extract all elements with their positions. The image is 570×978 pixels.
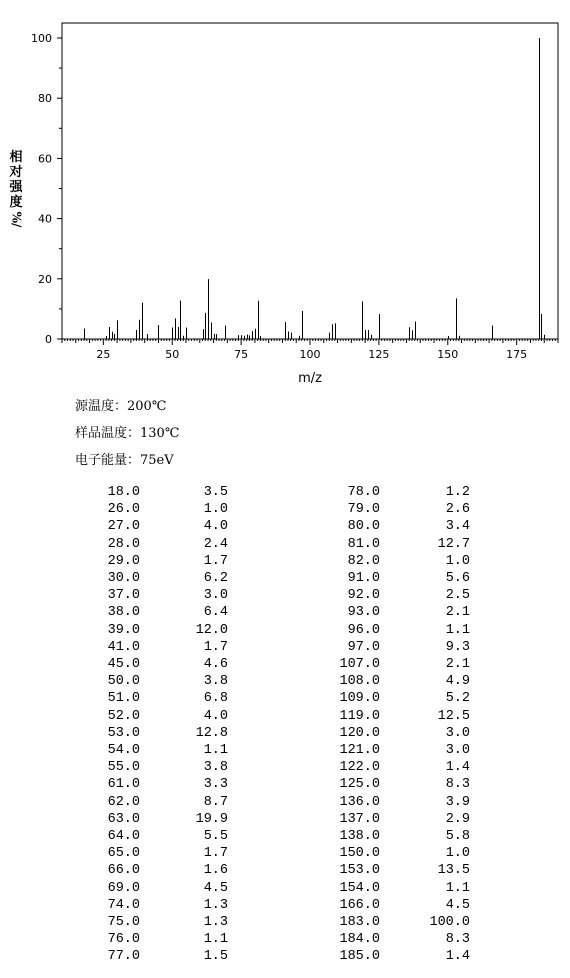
table-row (0, 709, 570, 726)
intensity-cell: 1.0 (203, 502, 228, 518)
mz-cell: 51.0 (107, 691, 140, 707)
condition-key: 样品温度： (75, 426, 141, 441)
mz-cell: 119.0 (339, 708, 380, 724)
intensity-cell: 3.8 (203, 760, 228, 776)
intensity-cell: 1.6 (203, 863, 228, 879)
intensity-cell: 1.7 (203, 846, 228, 862)
mz-cell: 26.0 (107, 502, 140, 518)
table-row (0, 863, 570, 880)
intensity-cell: 3.9 (445, 794, 470, 810)
table-row (0, 657, 570, 674)
condition-source-temp (75, 395, 166, 414)
condition-electron-energy (75, 449, 174, 468)
intensity-cell: 1.1 (445, 880, 470, 896)
intensity-cell: 1.7 (203, 639, 228, 655)
table-row (0, 674, 570, 691)
mz-cell: 166.0 (339, 897, 380, 913)
mz-cell: 77.0 (107, 949, 140, 965)
mz-cell: 39.0 (107, 622, 140, 638)
mz-cell: 97.0 (347, 639, 380, 655)
mz-cell: 66.0 (107, 863, 140, 879)
intensity-cell: 3.3 (203, 777, 228, 793)
intensity-cell: 1.0 (445, 846, 470, 862)
table-row (0, 846, 570, 863)
condition-sample-temp (75, 422, 179, 441)
mz-cell: 78.0 (347, 485, 380, 500)
mz-cell: 136.0 (339, 794, 380, 810)
intensity-cell: 4.0 (203, 708, 228, 724)
table-row (0, 691, 570, 708)
table-row (0, 777, 570, 794)
table-row (0, 537, 570, 554)
mz-cell: 50.0 (107, 674, 140, 690)
mz-cell: 27.0 (107, 519, 140, 535)
table-row (0, 571, 570, 588)
intensity-cell: 3.0 (445, 725, 470, 741)
table-row (0, 640, 570, 657)
mz-cell: 65.0 (107, 846, 140, 862)
intensity-cell: 19.9 (195, 811, 228, 827)
table-row (0, 881, 570, 898)
x-tick-label: 100 (299, 348, 321, 361)
intensity-cell: 4.9 (445, 674, 470, 690)
intensity-cell: 6.2 (203, 571, 228, 586)
mz-cell: 138.0 (339, 829, 380, 844)
mz-cell: 154.0 (339, 880, 380, 896)
mz-cell: 55.0 (107, 760, 140, 776)
table-row (0, 829, 570, 846)
x-tick-label: 125 (368, 348, 390, 361)
intensity-cell: 1.3 (203, 897, 228, 913)
condition-value: 75eV (140, 453, 174, 468)
intensity-cell: 12.7 (437, 536, 470, 552)
mz-cell: 18.0 (107, 485, 140, 500)
mz-cell: 63.0 (107, 811, 140, 827)
y-axis-unit-symbol: % (9, 211, 24, 224)
mz-cell: 52.0 (107, 708, 140, 724)
intensity-cell: 4.0 (203, 519, 228, 535)
intensity-cell: 8.7 (203, 794, 228, 810)
table-row (0, 726, 570, 743)
mz-cell: 81.0 (347, 536, 380, 552)
y-tick-label: 60 (38, 152, 52, 166)
condition-key: 源温度： (75, 399, 128, 414)
mz-cell: 76.0 (107, 932, 140, 948)
mz-cell: 107.0 (339, 657, 380, 672)
intensity-cell: 5.2 (445, 691, 470, 707)
mz-cell: 38.0 (107, 605, 140, 621)
y-tick-label: 100 (31, 32, 52, 45)
mz-cell: 79.0 (347, 502, 380, 518)
intensity-cell: 3.8 (203, 674, 228, 690)
intensity-cell: 13.5 (437, 863, 470, 879)
table-row (0, 502, 570, 519)
x-tick-label: 25 (96, 348, 111, 361)
intensity-cell: 2.4 (203, 536, 228, 552)
mz-cell: 150.0 (339, 846, 380, 862)
mz-cell: 96.0 (347, 622, 380, 638)
condition-value: 200℃ (127, 399, 167, 414)
table-row (0, 623, 570, 640)
intensity-cell: 12.5 (437, 708, 470, 724)
mz-cell: 109.0 (339, 691, 380, 707)
mz-cell: 121.0 (339, 743, 380, 758)
intensity-cell: 3.4 (445, 519, 470, 535)
table-row (0, 605, 570, 622)
table-row (0, 949, 570, 966)
intensity-cell: 4.6 (203, 657, 228, 672)
intensity-cell: 1.1 (203, 743, 228, 758)
x-tick-label: 150 (437, 348, 459, 361)
x-axis-label: m/z (298, 371, 322, 386)
mz-cell: 108.0 (339, 674, 380, 690)
mz-cell: 137.0 (339, 811, 380, 827)
mz-cell: 30.0 (107, 571, 140, 586)
mz-cell: 82.0 (347, 553, 380, 569)
chart-peaks (85, 38, 545, 339)
table-row (0, 743, 570, 760)
intensity-cell: 1.4 (445, 760, 470, 776)
intensity-cell: 6.8 (203, 691, 228, 707)
mz-cell: 122.0 (339, 760, 380, 776)
mz-cell: 92.0 (347, 588, 380, 604)
intensity-cell: 4.5 (445, 897, 470, 913)
table-row (0, 760, 570, 777)
table-row (0, 795, 570, 812)
mz-cell: 29.0 (107, 553, 140, 569)
intensity-cell: 1.7 (203, 553, 228, 569)
mz-cell: 69.0 (107, 880, 140, 896)
intensity-cell: 5.6 (445, 571, 470, 586)
intensity-cell: 2.6 (445, 502, 470, 518)
mz-cell: 62.0 (107, 794, 140, 810)
table-row (0, 812, 570, 829)
table-row (0, 519, 570, 536)
mz-cell: 120.0 (339, 725, 380, 741)
table-row (0, 485, 570, 502)
y-axis-label-text: 相对强度 (9, 150, 23, 210)
intensity-cell: 5.5 (203, 829, 228, 844)
intensity-cell: 12.0 (195, 622, 228, 638)
intensity-cell: 1.0 (445, 553, 470, 569)
condition-key: 电子能量： (75, 453, 141, 468)
intensity-cell: 3.0 (445, 743, 470, 758)
mz-cell: 184.0 (339, 932, 380, 948)
mz-cell: 37.0 (107, 588, 140, 604)
table-row (0, 915, 570, 932)
intensity-cell: 2.5 (445, 588, 470, 604)
mz-cell: 93.0 (347, 605, 380, 621)
mz-cell: 183.0 (339, 915, 380, 930)
mz-cell: 64.0 (107, 829, 140, 844)
chart-axes (31, 23, 558, 361)
x-tick-label: 75 (234, 348, 249, 361)
intensity-cell: 9.3 (445, 639, 470, 655)
condition-value: 130℃ (140, 426, 180, 441)
mz-cell: 45.0 (107, 657, 140, 672)
mz-cell: 41.0 (107, 639, 140, 655)
intensity-cell: 2.1 (445, 657, 470, 672)
mz-cell: 61.0 (107, 777, 140, 793)
intensity-cell: 1.1 (445, 622, 470, 638)
intensity-cell: 3.0 (203, 588, 228, 604)
mass-spectrum-chart (0, 0, 570, 390)
mz-cell: 54.0 (107, 743, 140, 758)
mz-cell: 75.0 (107, 915, 140, 930)
mz-cell: 185.0 (339, 949, 380, 965)
intensity-cell: 1.5 (203, 949, 228, 965)
intensity-cell: 2.1 (445, 605, 470, 621)
intensity-cell: 1.3 (203, 915, 228, 930)
y-tick-label: 0 (45, 333, 52, 346)
mz-cell: 74.0 (107, 897, 140, 913)
mz-cell: 53.0 (107, 725, 140, 741)
intensity-cell: 4.5 (203, 880, 228, 896)
intensity-cell: 1.2 (445, 485, 470, 500)
y-tick-label: 80 (38, 92, 52, 106)
table-row (0, 932, 570, 949)
mz-cell: 28.0 (107, 536, 140, 552)
y-axis-unit: %/ (9, 211, 24, 228)
intensity-cell: 6.4 (203, 605, 228, 621)
table-row (0, 898, 570, 915)
intensity-cell: 5.8 (445, 829, 470, 844)
table-row (0, 588, 570, 605)
y-tick-label: 20 (38, 272, 52, 286)
plot-frame (62, 23, 558, 339)
intensity-cell: 100.0 (429, 915, 470, 930)
intensity-cell: 8.3 (445, 932, 470, 948)
intensity-cell: 3.5 (203, 485, 228, 500)
intensity-cell: 2.9 (445, 811, 470, 827)
intensity-cell: 1.4 (445, 949, 470, 965)
intensity-cell: 8.3 (445, 777, 470, 793)
x-tick-label: 175 (506, 348, 528, 361)
mz-cell: 91.0 (347, 571, 380, 586)
mz-cell: 125.0 (339, 777, 380, 793)
intensity-cell: 1.1 (203, 932, 228, 948)
table-row (0, 554, 570, 571)
y-axis-label (8, 150, 24, 227)
intensity-cell: 12.8 (195, 725, 228, 741)
mz-cell: 153.0 (339, 863, 380, 879)
mz-cell: 80.0 (347, 519, 380, 535)
y-tick-label: 40 (38, 212, 52, 226)
x-tick-label: 50 (165, 348, 180, 361)
